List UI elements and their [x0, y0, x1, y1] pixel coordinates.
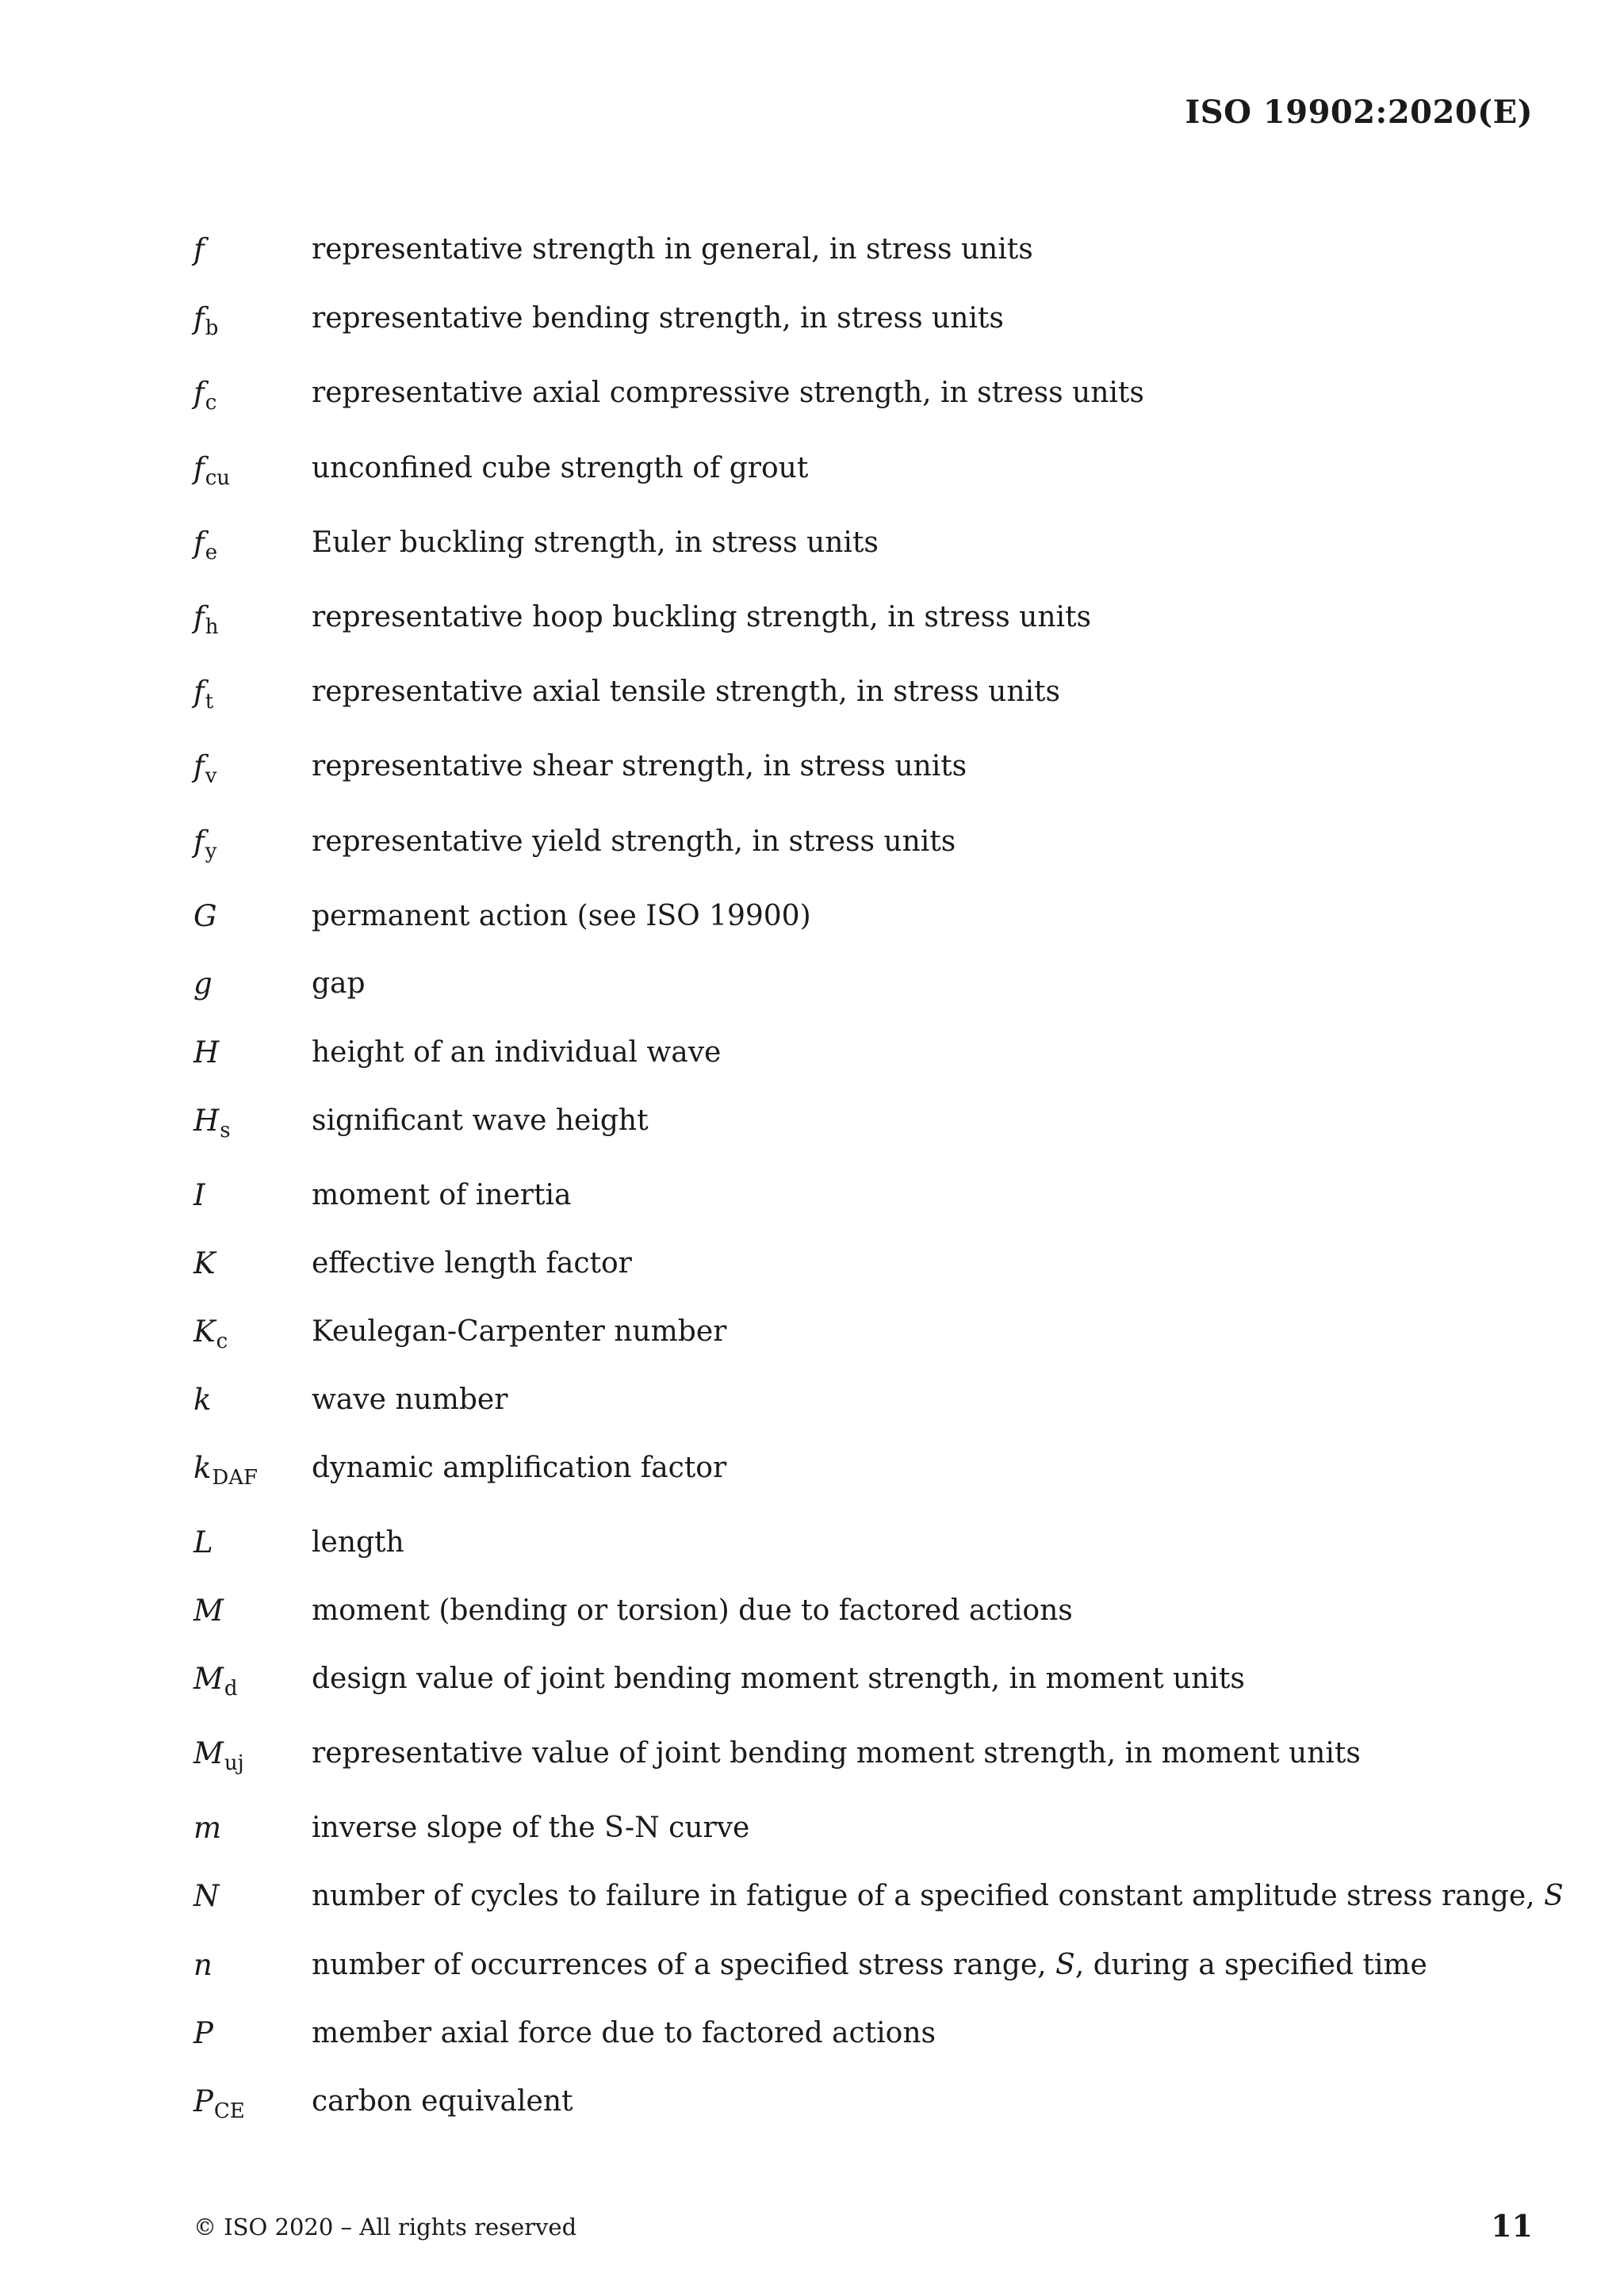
- symbol-definition: design value of joint bending moment strength, in moment units: [312, 1663, 1245, 1695]
- symbol-definition: wave number: [312, 1383, 508, 1416]
- symbol: K: [193, 1246, 216, 1280]
- symbol-row: [0, 1808, 1624, 1856]
- symbol: $f_y$: [193, 825, 217, 863]
- symbol-definition: number of cycles to failure in fatigue of a specified constant amplitude stress range, S: [312, 1880, 1564, 1912]
- symbol: L: [193, 1525, 213, 1559]
- symbol: $f_h$: [193, 600, 219, 639]
- symbol-row: [0, 1591, 1624, 1639]
- symbol: m: [193, 1811, 222, 1845]
- symbol: H: [193, 1035, 220, 1070]
- symbol-row: [0, 1380, 1624, 1428]
- symbol: $f_c$: [193, 376, 217, 415]
- symbol-row: [0, 299, 1624, 346]
- symbol-definition: length: [312, 1526, 404, 1559]
- symbol-row: [0, 672, 1624, 720]
- symbol-row: [0, 1176, 1624, 1223]
- symbol-definition: inverse slope of the S-N curve: [312, 1812, 750, 1844]
- document-reference: ISO 19902:2020(E): [1185, 94, 1533, 131]
- symbol-row: [0, 1312, 1624, 1360]
- symbol: $M_d$: [193, 1662, 238, 1701]
- symbol-definition: representative axial tensile strength, in stress units: [312, 675, 1060, 708]
- symbol: $f_{cu}$: [193, 451, 231, 490]
- symbol-definition: carbon equivalent: [312, 2085, 573, 2118]
- symbol-definition: member axial force due to factored actions: [312, 2017, 936, 2049]
- symbol-definition: representative strength in general, in stress units: [312, 233, 1033, 266]
- symbol-definition: number of occurrences of a specified stress range, S, during a specified time: [312, 1949, 1427, 1981]
- symbol: $M_{uj}$: [193, 1736, 244, 1775]
- symbol-row: [0, 2014, 1624, 2061]
- symbol-definition: representative axial compressive strength, in stress units: [312, 377, 1144, 409]
- symbol-row: [0, 1244, 1624, 1292]
- symbol-definition: Euler buckling strength, in stress units: [312, 526, 879, 559]
- symbol-definition: effective length factor: [312, 1247, 632, 1280]
- symbol-row: [0, 373, 1624, 421]
- symbol-row: [0, 897, 1624, 944]
- symbol-definition: moment (bending or torsion) due to factored actions: [312, 1594, 1073, 1627]
- symbol-definition: Keulegan-Carpenter number: [312, 1315, 727, 1348]
- symbol-row: [0, 747, 1624, 794]
- page-number: 11: [1491, 2208, 1533, 2244]
- symbol-row: [0, 2082, 1624, 2130]
- symbol: k: [193, 1383, 212, 1417]
- symbol-row: [0, 1033, 1624, 1081]
- symbol: M: [193, 1594, 224, 1628]
- symbol: $f_b$: [193, 301, 219, 340]
- symbol-row: [0, 964, 1624, 1012]
- symbol: $P_{CE}$: [193, 2084, 245, 2123]
- symbol-row: [0, 598, 1624, 645]
- symbol-definition: height of an individual wave: [312, 1036, 722, 1069]
- symbol: $K_c$: [193, 1314, 228, 1353]
- symbol-row: [0, 1659, 1624, 1707]
- symbol-row: [0, 1101, 1624, 1149]
- symbol: $H_s$: [193, 1104, 231, 1142]
- symbol-definition: permanent action (see ISO 19900): [312, 900, 811, 932]
- symbol-row: [0, 1734, 1624, 1781]
- symbol-definition: representative value of joint bending moment strength, in moment units: [312, 1737, 1361, 1770]
- symbol: f: [193, 232, 205, 266]
- symbol-row: [0, 1523, 1624, 1571]
- symbol-row: [0, 1877, 1624, 1924]
- symbol-definition: unconfined cube strength of grout: [312, 452, 809, 484]
- symbol-definition: representative bending strength, in stress units: [312, 302, 1004, 335]
- symbol-definition: representative hoop buckling strength, in stress units: [312, 601, 1092, 633]
- symbol: n: [193, 1948, 213, 1982]
- symbol: g: [193, 966, 213, 1001]
- symbol-definition: gap: [312, 967, 366, 1000]
- symbol-definition: representative yield strength, in stress units: [312, 825, 956, 858]
- symbol-row: [0, 230, 1624, 277]
- symbol: $f_t$: [193, 675, 214, 714]
- symbol: $f_e$: [193, 526, 218, 564]
- symbol-definition: significant wave height: [312, 1104, 649, 1137]
- symbol-row: [0, 523, 1624, 571]
- symbol-definition: moment of inertia: [312, 1179, 572, 1211]
- symbol-definition: representative shear strength, in stress units: [312, 750, 967, 783]
- symbol: $f_v$: [193, 749, 217, 788]
- symbol-row: [0, 1946, 1624, 1993]
- copyright-notice: © ISO 2020 – All rights reserved: [193, 2214, 577, 2241]
- symbol-row: [0, 1448, 1624, 1496]
- symbol: $k_{DAF}$: [193, 1451, 259, 1490]
- symbol-definition: dynamic amplification factor: [312, 1452, 727, 1484]
- symbol: G: [193, 899, 217, 933]
- symbol-row: [0, 449, 1624, 496]
- symbol: N: [193, 1879, 220, 1913]
- symbol: I: [193, 1178, 205, 1212]
- symbol: P: [193, 2016, 213, 2050]
- symbol-row: [0, 822, 1624, 870]
